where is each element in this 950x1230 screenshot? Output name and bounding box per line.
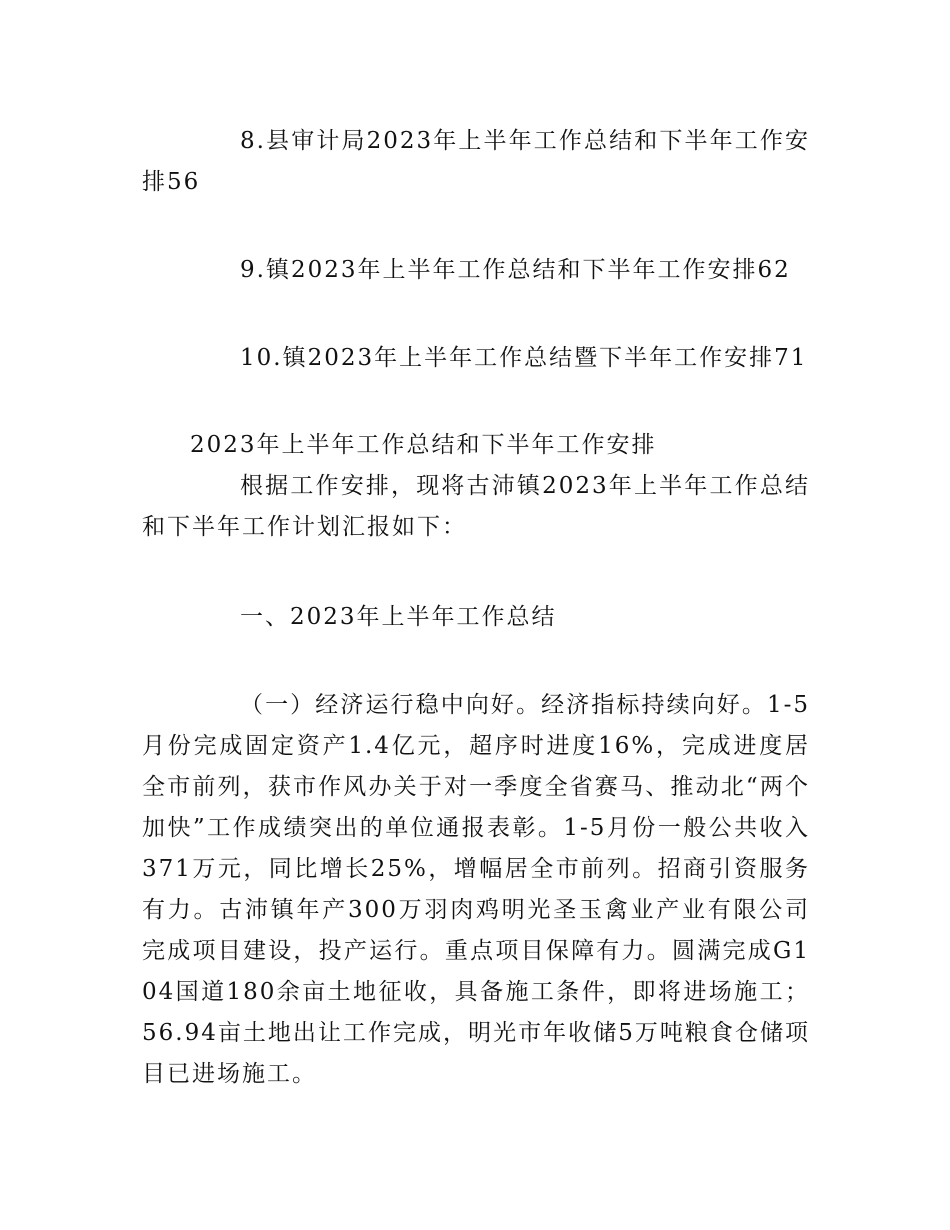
toc-item-8: 8.县审计局2023年上半年工作总结和下半年工作安排56: [142, 128, 810, 195]
toc-item-9: 9.镇2023年上半年工作总结和下半年工作安排62: [240, 257, 791, 283]
body-paragraph: （一）经济运行稳中向好。经济指标持续向好。1-5月份完成固定资产1.4亿元，超序时进度16%，完成进度居全市前列，获市作风办关于对一季度全省赛马、推动北“两个加快”工作成绩突出的单位通报表彰。1-5月份一般公共收入371万元，同比增长25%，增幅居全市前列。招商引资服务有力。古沛镇年产300万羽肉鸡明光圣玉禽业产业有限公司完成项目建设，投产运行。重点项目保障有力。圆满完成G104国道180余亩土地征收，具备施工条件，即将进场施工；56.94亩土地出让工作完成，明光市年收储5万吨粮食仓储项目已进场施工。: [142, 692, 810, 1087]
intro-paragraph: 根据工作安排，现将古沛镇2023年上半年工作总结和下半年工作计划汇报如下：: [142, 473, 810, 540]
document-title: 2023年上半年工作总结和下半年工作安排: [190, 432, 657, 458]
toc-item-10: 10.镇2023年上半年工作总结暨下半年工作安排71: [240, 345, 808, 371]
section-heading: 一、2023年上半年工作总结: [240, 604, 557, 630]
